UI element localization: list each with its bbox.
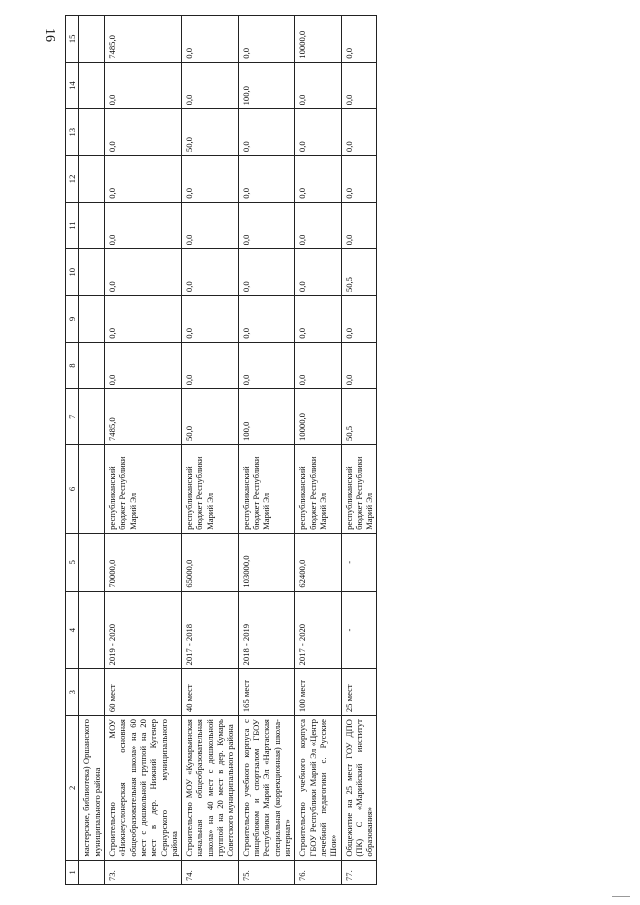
row-value: 0,0 [182,249,239,296]
column-number-row [66,16,79,885]
table-row [295,16,341,885]
rotated-table-container [65,15,605,885]
column-header: 2 [66,716,79,860]
row-value: 0,0 [341,16,377,63]
row-description: Строительство учебного корпуса с пищеблоком и спортзалом ГБОУ Республики Марий Эл «Нартасская специальная (коррекционная) школа-интернат» [238,716,295,860]
row-value: 0,0 [238,202,295,249]
row-description: Строительство МОУ «Нижнеуслонерская основная общеобразовательная школа» на 60 мест с дошкольной группой на 20 мест в дер. Нижний Кугенер Сернурского муниципального района [104,716,181,860]
row-period: 2017 - 2018 [182,591,239,669]
row-description: Строительство МОУ «Кумарьинская начальная общеобразовательная школа» на 40 мест с дошкольной группой на 20 мест в дер. Кумарь Советского муниципального района [182,716,239,860]
budget-table [65,15,377,885]
row-source: республиканский бюджет Республики Марий Эл [341,444,377,533]
row-value: 0,0 [238,342,295,389]
column-header: 11 [66,202,79,249]
row-capacity: 60 мест [104,669,181,716]
row-description: Строительство учебного корпуса ГБОУ Республики Марий Эл «Центр лечебной педагогики с. Русские Шои» [295,716,341,860]
column-header: 4 [66,591,79,669]
row-value: 0,0 [295,296,341,343]
row-total: 100,0 [238,389,295,445]
row-value: 0,0 [238,249,295,296]
row-value: 0,0 [182,202,239,249]
row-cost: 70000,0 [104,533,181,591]
row-value: 0,0 [295,62,341,109]
row-value: 0,0 [341,62,377,109]
row-value: 0,0 [182,156,239,203]
row-value: 10000,0 [295,16,341,63]
column-header: 15 [66,16,79,63]
row-capacity: 165 мест [238,669,295,716]
row-value: 0,0 [104,249,181,296]
row-value: 0,0 [182,62,239,109]
row-period: 2018 - 2019 [238,591,295,669]
row-total: 10000,0 [295,389,341,445]
row-value: 100,0 [238,62,295,109]
row-cost: 62400,0 [295,533,341,591]
row-number: 76. [295,860,341,884]
row-value: 0,0 [238,16,295,63]
row-cost: - [341,533,377,591]
table-row-continuation [79,16,105,885]
row-value: 0,0 [238,156,295,203]
row-capacity: 100 мест [295,669,341,716]
row-value: 0,0 [295,249,341,296]
row-value: 0,0 [295,202,341,249]
column-header: 13 [66,109,79,156]
row-value: 0,0 [104,202,181,249]
row-total: 50,5 [341,389,377,445]
table-row [104,16,181,885]
row-number: 74. [182,860,239,884]
row-value: 0,0 [341,296,377,343]
row-cost: 65000,0 [182,533,239,591]
row-period: 2019 - 2020 [104,591,181,669]
row-value: 50,5 [341,249,377,296]
row-period: - [341,591,377,669]
page-number: 16 [42,28,57,42]
row-capacity: 40 мест [182,669,239,716]
column-header: 10 [66,249,79,296]
row-cost: 103000,0 [238,533,295,591]
table-row [238,16,295,885]
column-header: 1 [66,860,79,884]
column-header: 7 [66,389,79,445]
column-header: 6 [66,444,79,533]
table-row [341,16,377,885]
row-value: 7485,0 [104,16,181,63]
row-capacity: 25 мест [341,669,377,716]
row-value: 0,0 [341,156,377,203]
row-value: 0,0 [295,156,341,203]
page-corner-mark [612,896,630,897]
column-header: 5 [66,533,79,591]
row-value: 0,0 [238,109,295,156]
row-value: 0,0 [104,156,181,203]
row-value: 0,0 [104,342,181,389]
row-value: 0,0 [238,296,295,343]
row-description: Общежитие на 25 мест ГОУ ДПО (ПК) С «Марийский институт образования» [341,716,377,860]
row-value: 0,0 [341,342,377,389]
row-description: мастерские, библиотека) Оршанского муниципального района [79,716,105,860]
column-header: 8 [66,342,79,389]
row-value: 0,0 [104,296,181,343]
row-source: республиканский бюджет Республики Марий Эл [182,444,239,533]
row-value: 0,0 [295,342,341,389]
column-header: 3 [66,669,79,716]
row-value: 0,0 [104,62,181,109]
row-value: 0,0 [104,109,181,156]
row-source: республиканский бюджет Республики Марий Эл [295,444,341,533]
row-value: 0,0 [295,109,341,156]
row-source: республиканский бюджет Республики Марий Эл [104,444,181,533]
row-value: 0,0 [341,109,377,156]
row-source: республиканский бюджет Республики Марий Эл [238,444,295,533]
row-number: 73. [104,860,181,884]
row-value: 0,0 [182,16,239,63]
column-header: 14 [66,62,79,109]
row-total: 50,0 [182,389,239,445]
row-number: 77. [341,860,377,884]
row-number: 75. [238,860,295,884]
row-period: 2017 - 2020 [295,591,341,669]
row-total: 7485,0 [104,389,181,445]
column-header: 12 [66,156,79,203]
row-value: 0,0 [182,296,239,343]
table-row [182,16,239,885]
row-value: 0,0 [341,202,377,249]
row-value: 50,0 [182,109,239,156]
row-value: 0,0 [182,342,239,389]
column-header: 9 [66,296,79,343]
